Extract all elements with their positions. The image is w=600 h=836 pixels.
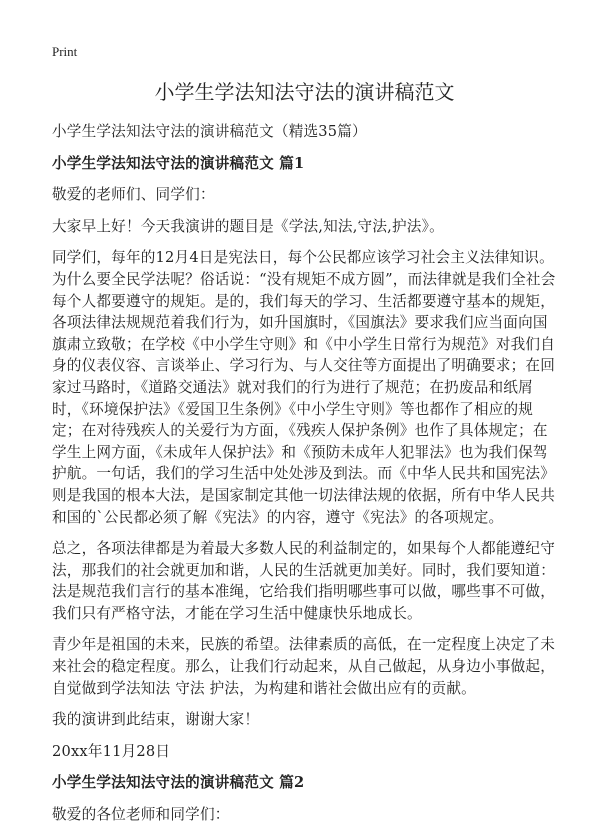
paragraph: 同学们，每年的12月4日是宪法日，每个公民都应该学习社会主义法律知识。为什么要全民学法呢？俗话说：“没有规矩不成方圆”，而法律就是我们全社会每个人都要遵守的规矩。是的，我们每天的学习、生活都要遵守基本的规矩，各项法律法规规范着我们行为，如升国旗时，《国旗法》要求我们应当面向国旗肃立致敬；在学校《中小学生守则》和《中小学生日常行为规范》对我们自身的仪表仪容、言谈举止、学习行为、与人交往等方面提出了明确要求；在回家过马路时，《道路交通法》就对我们的行为进行了规范；在扔废品和纸屑时，《环境保护法》《爱国卫生条例》《中小学生守则》等也都作了相应的规定；在对待残疾人的关爱行为方面，《残疾人保护条例》也作了具体规定；在学生上网方面，《未成年人保护法》和《预防未成年人犯罪法》也为我们保驾护航。一句话，我们的学习生活中处处涉及到法。而《中华人民共和国宪法》则是我国的根本大法，是国家制定其他一切法律法规的依据，所有中华人民共和国的`公民都必须了解《宪法》的内容，遵守《宪法》的各项规定。 bbox=[52, 249, 556, 526]
print-link[interactable]: Print bbox=[52, 44, 78, 59]
section-heading: 小学生学法知法守法的演讲稿范文 篇2 bbox=[52, 774, 305, 792]
paragraph: 我的演讲到此结束，谢谢大家！ bbox=[52, 711, 260, 729]
section-heading: 小学生学法知法守法的演讲稿范文 篇1 bbox=[52, 154, 305, 172]
document-title: 小学生学法知法守法的演讲稿范文 bbox=[154, 80, 455, 104]
paragraph: 敬爱的老师们、同学们： bbox=[52, 186, 215, 204]
date: 20xx年11月28日 bbox=[52, 742, 171, 760]
paragraph: 总之，各项法律都是为着最大多数人民的利益制定的，如果每个人都能遵纪守法，那我们的社会就更加和谐，人民的生活就更加美好。同时，我们要知道：法是规范我们言行的基本准绳，它给我们指明哪些事可以做，哪些事不可做，我们只有严格守法，才能在学习生活中健康快乐地成长。 bbox=[52, 540, 555, 622]
document-subtitle: 小学生学法知法守法的演讲稿范文（精选35篇） bbox=[52, 123, 367, 140]
paragraph: 敬爱的各位老师和同学们： bbox=[52, 806, 230, 824]
paragraph: 青少年是祖国的未来，民族的希望。法律素质的高低，在一定程度上决定了未来社会的稳定程度。那么，让我们行动起来，从自己做起，从身边小事做起，自觉做到学法知法 守法 护法，为构建和谐社会做出应有的贡献。 bbox=[52, 636, 555, 697]
paragraph: 大家早上好！今天我演讲的题目是《学法,知法,守法,护法》。 bbox=[52, 217, 444, 235]
document-page bbox=[52, 44, 557, 836]
